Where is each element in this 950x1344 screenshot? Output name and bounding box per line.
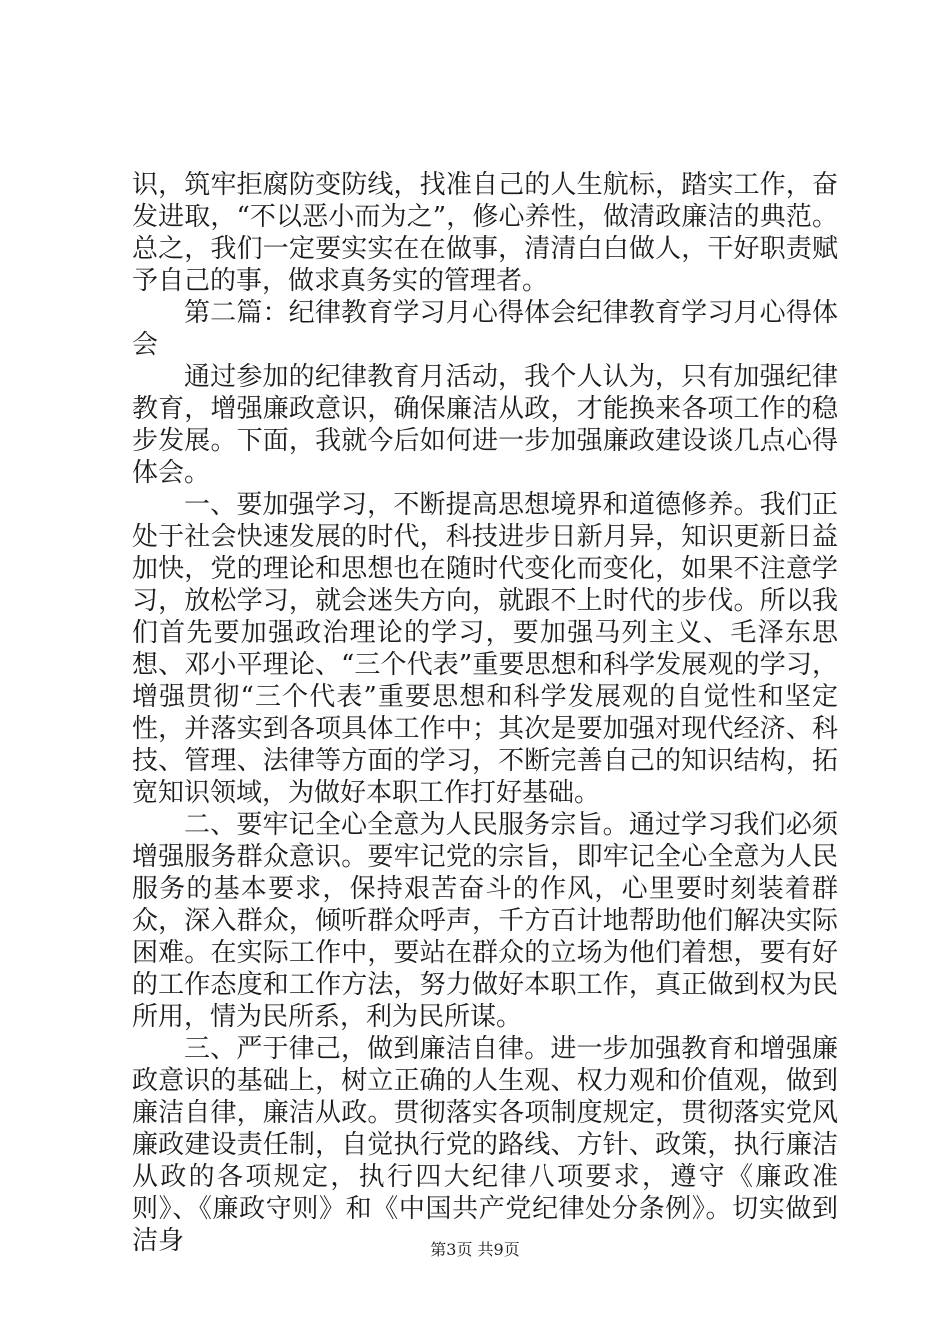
paragraph-2-heading: 第二篇：纪律教育学习月心得体会纪律教育学习月心得体会 [132, 298, 838, 360]
paragraph-6: 三、严于律己，做到廉洁自律。进一步加强教育和增强廉政意识的基础上，树立正确的人生观、权力观和价值观，做到廉洁自律，廉洁从政。贯彻落实各项制度规定，贯彻落实党风廉政建设责任制，自觉执行党的路线、方针、政策，执行廉洁从政的各项规定，执行四大纪律八项要求，遵守《廉政准则》、《廉政守则》和《中国共产党纪律处分条例》。切实做到洁身 [132, 1034, 838, 1256]
paragraph-1: 识，筑牢拒腐防变防线，找准自己的人生航标，踏实工作，奋发进取，“不以恶小而为之”，修心养性，做清政廉洁的典范。总之，我们一定要实实在在做事，清清白白做人，干好职责赋予自己的事，做求真务实的管理者。 [132, 170, 838, 296]
document-body [132, 169, 838, 1257]
paragraph-5: 二、要牢记全心全意为人民服务宗旨。通过学习我们必须增强服务群众意识。要牢记党的宗旨，即牢记全心全意为人民服务的基本要求，保持艰苦奋斗的作风，心里要时刻装着群众，深入群众，倾听群众呼声，千方百计地帮助他们解决实际困难。在实际工作中，要站在群众的立场为他们着想，要有好的工作态度和工作方法，努力做好本职工作，真正做到权为民所用，情为民所系，利为民所谋。 [132, 810, 838, 1032]
paragraph-4: 一、要加强学习，不断提高思想境界和道德修养。我们正处于社会快速发展的时代，科技进步日新月异，知识更新日益加快，党的理论和思想也在随时代变化而变化，如果不注意学习，放松学习，就会迷失方向，就跟不上时代的步伐。所以我们首先要加强政治理论的学习，要加强马列主义、毛泽东思想、邓小平理论、“三个代表”重要思想和科学发展观的学习，增强贯彻“三个代表”重要思想和科学发展观的自觉性和坚定性，并落实到各项具体工作中；其次是要加强对现代经济、科技、管理、法律等方面的学习，不断完善自己的知识结构，拓宽知识领域，为做好本职工作打好基础。 [132, 490, 838, 808]
page-number-footer: 第3页 共9页 [430, 1240, 520, 1259]
paragraph-3: 通过参加的纪律教育月活动，我个人认为，只有加强纪律教育，增强廉政意识，确保廉洁从政，才能换来各项工作的稳步发展。下面，我就今后如何进一步加强廉政建设谈几点心得体会。 [132, 362, 838, 488]
